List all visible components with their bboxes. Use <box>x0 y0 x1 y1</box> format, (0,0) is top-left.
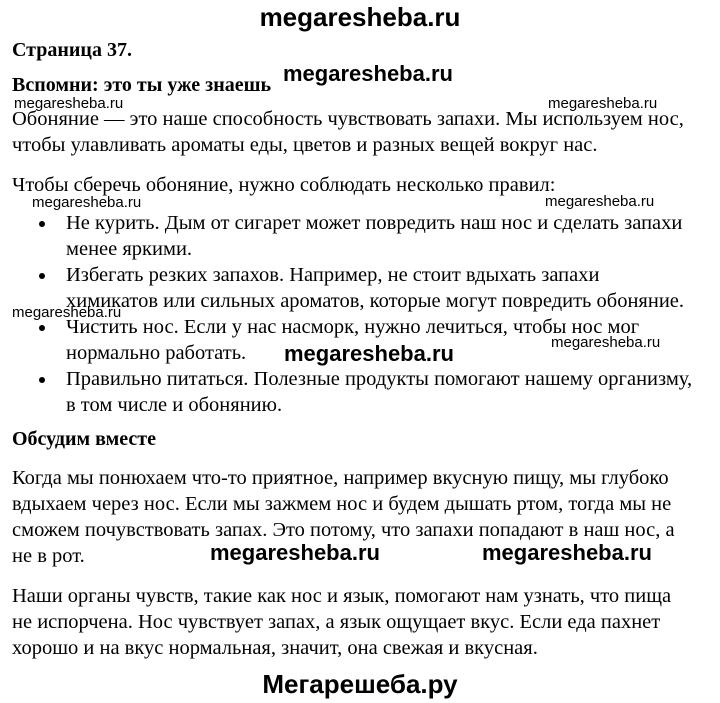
bullet-icon <box>39 221 45 227</box>
watermark: megaresheba.ru <box>14 95 124 112</box>
watermark: megaresheba.ru <box>551 334 661 351</box>
list-item-line: Правильно питаться. Полезные продукты помогают нашему организму, <box>66 368 693 390</box>
paragraph-line: не испорчена. Нос чувствует запах, а язык ощущает вкус. Если еда пахнет <box>12 611 661 633</box>
watermark: megaresheba.ru <box>548 95 658 112</box>
list-item-line: нормально работать. <box>66 342 247 364</box>
paragraph-line: не в рот. <box>12 545 85 567</box>
paragraph-line: Наши органы чувств, такие как нос и язык, помогают нам узнать, что пища <box>12 585 672 607</box>
site-header: megaresheba.ru <box>259 2 461 32</box>
list-item-line: Избегать резких запахов. Например, не стоит вдыхать запахи <box>66 264 600 286</box>
paragraph-line: Обоняние — это наше способность чувствовать запахи. Мы используем нос, <box>12 108 684 130</box>
watermark: megaresheba.ru <box>284 341 454 366</box>
paragraph-line: сможем почувствовать запах. Это потому, что запахи попадают в наш нос, а <box>12 519 675 541</box>
list-item-line: химикатов или сильных ароматов, которые могут повредить обоняние. <box>66 290 685 312</box>
watermark: megaresheba.ru <box>210 540 380 565</box>
site-footer: Мегарешеба.ру <box>262 669 458 699</box>
section-heading-discuss: Обсудим вместе <box>12 428 156 450</box>
watermark: megaresheba.ru <box>482 540 652 565</box>
paragraph-line: Чтобы сберечь обоняние, нужно соблюдать несколько правил: <box>12 174 556 196</box>
watermark: megaresheba.ru <box>545 193 655 210</box>
list-item-line: менее яркими. <box>66 238 193 260</box>
watermark: megaresheba.ru <box>283 61 453 86</box>
list-item-line: Не курить. Дым от сигарет может повредить наш нос и сделать запахи <box>66 212 683 234</box>
bullet-icon <box>39 273 45 279</box>
bullet-icon <box>39 325 45 331</box>
paragraph-line: чтобы улавливать ароматы еды, цветов и разных вещей вокруг нас. <box>12 134 598 156</box>
bullet-icon <box>39 377 45 383</box>
paragraph-line: вдыхаем через нос. Если мы зажмем нос и будем дышать ртом, тогда мы не <box>12 493 672 515</box>
watermark: megaresheba.ru <box>32 194 142 211</box>
section-heading-remember: Вспомни: это ты уже знаешь <box>12 74 272 96</box>
list-item-line: Чистить нос. Если у нас насморк, нужно лечиться, чтобы нос мог <box>66 316 640 338</box>
paragraph-line: хорошо и на вкус нормальная, значит, она свежая и вкусная. <box>12 637 538 659</box>
list-item-line: в том числе и обонянию. <box>66 394 283 416</box>
watermark: megaresheba.ru <box>12 304 122 321</box>
page-title: Страница 37. <box>12 39 132 61</box>
paragraph-line: Когда мы понюхаем что-то приятное, например вкусную пищу, мы глубоко <box>12 467 669 489</box>
